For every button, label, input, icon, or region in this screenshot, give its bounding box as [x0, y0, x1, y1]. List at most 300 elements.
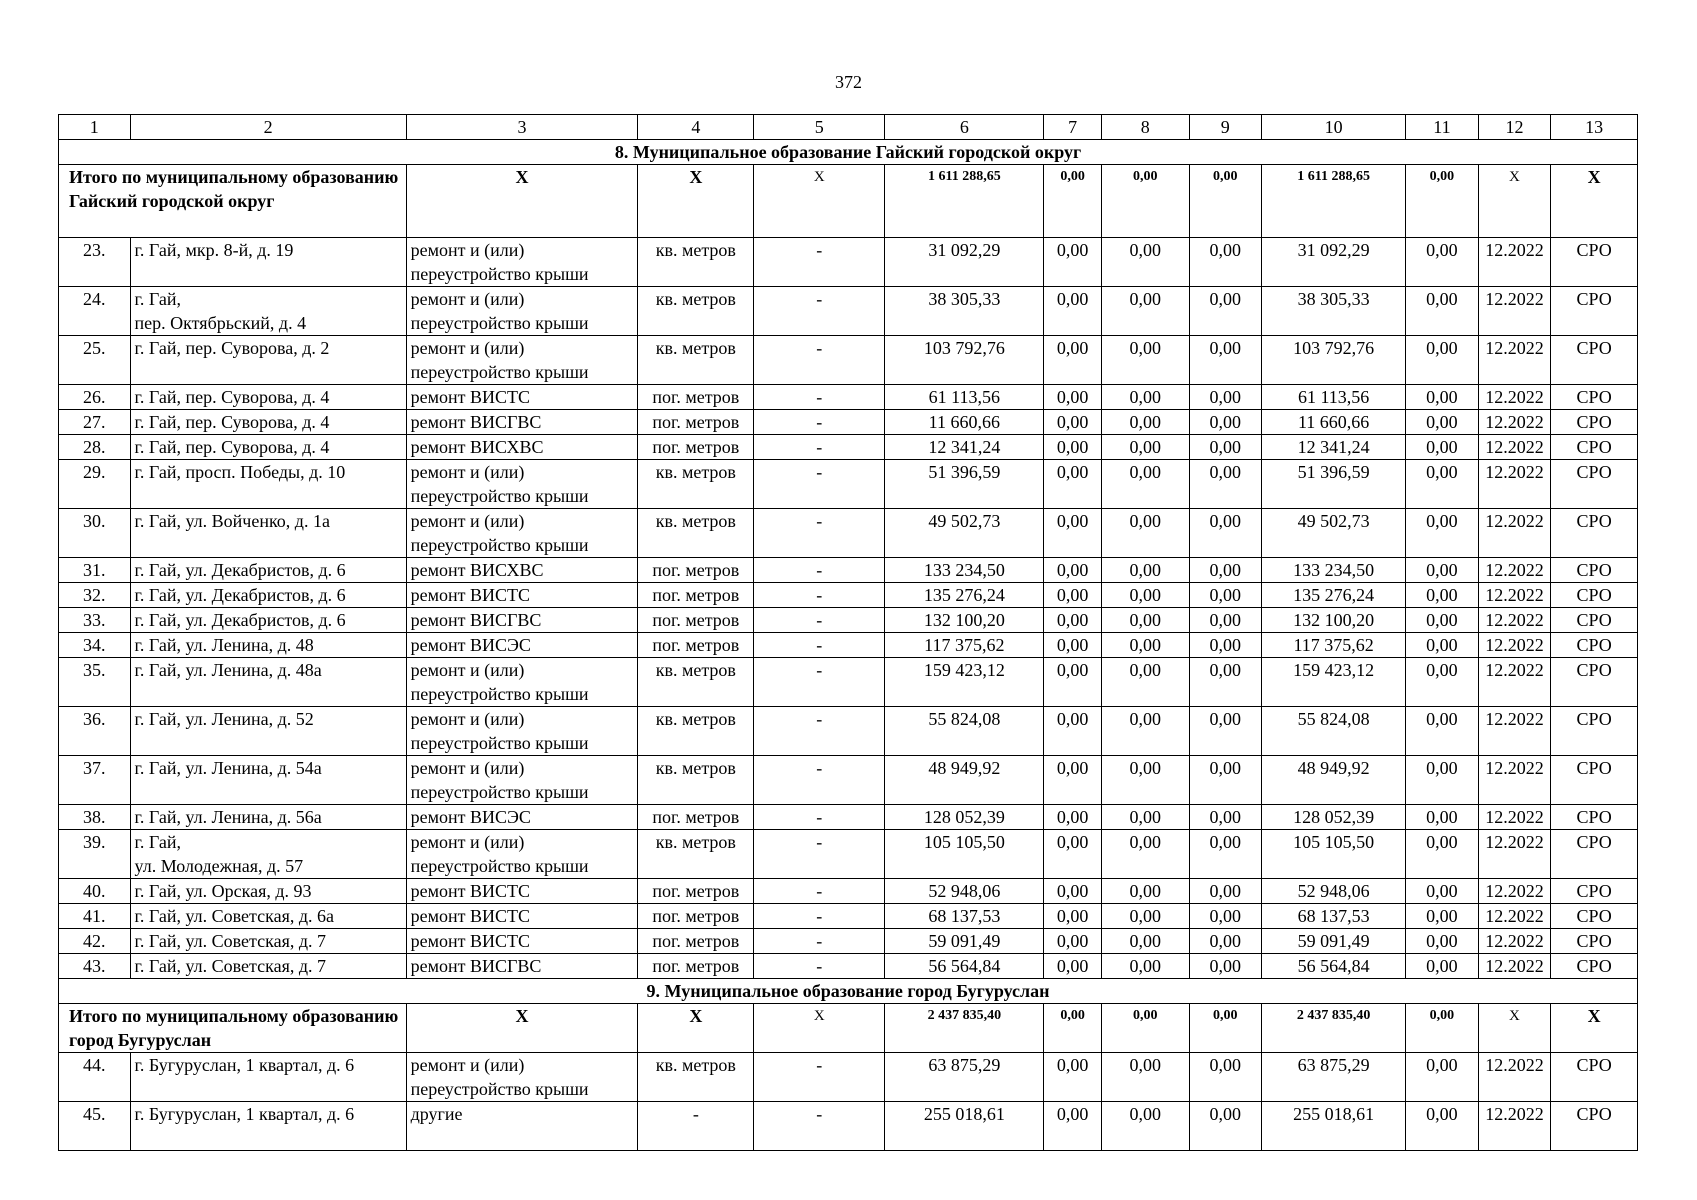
cost-cell: -	[754, 1102, 885, 1151]
total-cost-cell: 132 100,20	[885, 608, 1044, 633]
address-cell: г. Гай, просп. Победы, д. 10	[130, 460, 406, 509]
total-cost-cell: 49 502,73	[885, 509, 1044, 558]
owners-funds-cell: 55 824,08	[1262, 707, 1406, 756]
section-total-row	[59, 165, 1638, 238]
unit-cell: -	[638, 1102, 754, 1151]
other-funds-cell: 0,00	[1406, 1053, 1479, 1102]
owners-funds-cell: 133 234,50	[1262, 558, 1406, 583]
row-number-cell: 41.	[59, 904, 131, 929]
header-cell: 5	[754, 115, 885, 140]
work-type-cell: ремонт ВИСТС	[406, 583, 638, 608]
fund-cell: 0,00	[1189, 805, 1262, 830]
deadline-cell: 12.2022	[1478, 1102, 1551, 1151]
row-number-cell: 23.	[59, 238, 131, 287]
method-cell: СРО	[1551, 509, 1638, 558]
owners-funds-cell: 51 396,59	[1262, 460, 1406, 509]
table-row	[59, 1053, 1638, 1102]
fund-cell: 0,00	[1101, 460, 1189, 509]
work-type-cell: ремонт и (или) переустройство крыши	[406, 336, 638, 385]
total-cell: Х	[406, 165, 638, 238]
fund-cell: 0,00	[1044, 707, 1101, 756]
deadline-cell: 12.2022	[1478, 435, 1551, 460]
owners-funds-cell: 52 948,06	[1262, 879, 1406, 904]
deadline-cell: 12.2022	[1478, 904, 1551, 929]
row-number-cell: 36.	[59, 707, 131, 756]
cost-cell: -	[754, 707, 885, 756]
cost-cell: -	[754, 756, 885, 805]
fund-cell: 0,00	[1189, 460, 1262, 509]
address-cell: г. Гай, ул. Войченко, д. 1а	[130, 509, 406, 558]
total-cost-cell: 11 660,66	[885, 410, 1044, 435]
fund-cell: 0,00	[1189, 435, 1262, 460]
other-funds-cell: 0,00	[1406, 583, 1479, 608]
total-cost-cell: 59 091,49	[885, 929, 1044, 954]
address-cell: г. Гай, пер. Суворова, д. 4	[130, 385, 406, 410]
cost-cell: -	[754, 509, 885, 558]
total-cell: 1 611 288,65	[1262, 165, 1406, 238]
table-row	[59, 385, 1638, 410]
deadline-cell: 12.2022	[1478, 830, 1551, 879]
other-funds-cell: 0,00	[1406, 238, 1479, 287]
work-type-cell: ремонт и (или) переустройство крыши	[406, 830, 638, 879]
table-row	[59, 929, 1638, 954]
fund-cell: 0,00	[1044, 904, 1101, 929]
fund-cell: 0,00	[1189, 929, 1262, 954]
fund-cell: 0,00	[1189, 336, 1262, 385]
table-row	[59, 904, 1638, 929]
other-funds-cell: 0,00	[1406, 879, 1479, 904]
method-cell: СРО	[1551, 608, 1638, 633]
unit-cell: кв. метров	[638, 509, 754, 558]
work-type-cell: ремонт ВИСТС	[406, 385, 638, 410]
fund-cell: 0,00	[1189, 558, 1262, 583]
deadline-cell: 12.2022	[1478, 658, 1551, 707]
total-cost-cell: 135 276,24	[885, 583, 1044, 608]
fund-cell: 0,00	[1189, 410, 1262, 435]
unit-cell: кв. метров	[638, 238, 754, 287]
unit-cell: кв. метров	[638, 707, 754, 756]
cost-cell: -	[754, 385, 885, 410]
row-number-cell: 34.	[59, 633, 131, 658]
deadline-cell: 12.2022	[1478, 608, 1551, 633]
fund-cell: 0,00	[1044, 954, 1101, 979]
deadline-cell: 12.2022	[1478, 954, 1551, 979]
table-row	[59, 658, 1638, 707]
cost-cell: -	[754, 583, 885, 608]
table-row	[59, 238, 1638, 287]
fund-cell: 0,00	[1101, 904, 1189, 929]
unit-cell: пог. метров	[638, 633, 754, 658]
deadline-cell: 12.2022	[1478, 633, 1551, 658]
method-cell: СРО	[1551, 658, 1638, 707]
fund-cell: 0,00	[1101, 756, 1189, 805]
fund-cell: 0,00	[1101, 1053, 1189, 1102]
owners-funds-cell: 48 949,92	[1262, 756, 1406, 805]
work-type-cell: другие	[406, 1102, 638, 1151]
fund-cell: 0,00	[1101, 435, 1189, 460]
work-type-cell: ремонт ВИСХВС	[406, 435, 638, 460]
fund-cell: 0,00	[1101, 287, 1189, 336]
total-cell: 1 611 288,65	[885, 165, 1044, 238]
section-title: 9. Муниципальное образование город Бугуруслан	[59, 979, 1638, 1004]
unit-cell: пог. метров	[638, 805, 754, 830]
other-funds-cell: 0,00	[1406, 410, 1479, 435]
other-funds-cell: 0,00	[1406, 904, 1479, 929]
deadline-cell: 12.2022	[1478, 707, 1551, 756]
table-row	[59, 1102, 1638, 1151]
cost-cell: -	[754, 830, 885, 879]
fund-cell: 0,00	[1044, 879, 1101, 904]
address-cell: г. Гай, пер. Октябрьский, д. 4	[130, 287, 406, 336]
work-type-cell: ремонт и (или) переустройство крыши	[406, 707, 638, 756]
deadline-cell: 12.2022	[1478, 879, 1551, 904]
total-cell: 0,00	[1406, 1004, 1479, 1053]
work-type-cell: ремонт ВИСЭС	[406, 633, 638, 658]
total-cost-cell: 31 092,29	[885, 238, 1044, 287]
deadline-cell: 12.2022	[1478, 460, 1551, 509]
work-type-cell: ремонт и (или) переустройство крыши	[406, 756, 638, 805]
cost-cell: -	[754, 633, 885, 658]
other-funds-cell: 0,00	[1406, 336, 1479, 385]
address-cell: г. Гай, ул. Ленина, д. 54а	[130, 756, 406, 805]
unit-cell: пог. метров	[638, 608, 754, 633]
row-number-cell: 39.	[59, 830, 131, 879]
other-funds-cell: 0,00	[1406, 509, 1479, 558]
method-cell: СРО	[1551, 756, 1638, 805]
table-row	[59, 509, 1638, 558]
fund-cell: 0,00	[1044, 608, 1101, 633]
header-cell: 9	[1189, 115, 1262, 140]
other-funds-cell: 0,00	[1406, 435, 1479, 460]
deadline-cell: 12.2022	[1478, 805, 1551, 830]
address-cell: г. Бугуруслан, 1 квартал, д. 6	[130, 1102, 406, 1151]
header-cell: 2	[130, 115, 406, 140]
table-row	[59, 410, 1638, 435]
fund-cell: 0,00	[1101, 633, 1189, 658]
header-cell: 13	[1551, 115, 1638, 140]
work-type-cell: ремонт и (или) переустройство крыши	[406, 238, 638, 287]
table-row	[59, 633, 1638, 658]
total-cost-cell: 103 792,76	[885, 336, 1044, 385]
table-row	[59, 805, 1638, 830]
unit-cell: пог. метров	[638, 954, 754, 979]
header-cell: 1	[59, 115, 131, 140]
fund-cell: 0,00	[1189, 385, 1262, 410]
total-label: Итого по муниципальному образованию Гайский городской округ	[59, 165, 407, 238]
address-cell: г. Гай, ул. Молодежная, д. 57	[130, 830, 406, 879]
cost-cell: -	[754, 435, 885, 460]
work-type-cell: ремонт ВИСЭС	[406, 805, 638, 830]
deadline-cell: 12.2022	[1478, 336, 1551, 385]
unit-cell: кв. метров	[638, 756, 754, 805]
unit-cell: кв. метров	[638, 460, 754, 509]
address-cell: г. Гай, ул. Советская, д. 7	[130, 954, 406, 979]
total-cell: Х	[638, 1004, 754, 1053]
row-number-cell: 45.	[59, 1102, 131, 1151]
fund-cell: 0,00	[1189, 879, 1262, 904]
section-title-row	[59, 979, 1638, 1004]
total-cost-cell: 128 052,39	[885, 805, 1044, 830]
table-row	[59, 435, 1638, 460]
address-cell: г. Гай, пер. Суворова, д. 2	[130, 336, 406, 385]
section-title-row	[59, 140, 1638, 165]
table-row	[59, 287, 1638, 336]
method-cell: СРО	[1551, 904, 1638, 929]
owners-funds-cell: 135 276,24	[1262, 583, 1406, 608]
fund-cell: 0,00	[1101, 238, 1189, 287]
work-type-cell: ремонт и (или) переустройство крыши	[406, 287, 638, 336]
owners-funds-cell: 12 341,24	[1262, 435, 1406, 460]
total-cell: 2 437 835,40	[1262, 1004, 1406, 1053]
total-cost-cell: 61 113,56	[885, 385, 1044, 410]
fund-cell: 0,00	[1189, 658, 1262, 707]
address-cell: г. Гай, ул. Ленина, д. 48	[130, 633, 406, 658]
owners-funds-cell: 117 375,62	[1262, 633, 1406, 658]
table-row	[59, 756, 1638, 805]
fund-cell: 0,00	[1044, 805, 1101, 830]
address-cell: г. Гай, ул. Ленина, д. 48а	[130, 658, 406, 707]
method-cell: СРО	[1551, 929, 1638, 954]
deadline-cell: 12.2022	[1478, 287, 1551, 336]
row-number-cell: 44.	[59, 1053, 131, 1102]
address-cell: г. Гай, ул. Советская, д. 7	[130, 929, 406, 954]
other-funds-cell: 0,00	[1406, 707, 1479, 756]
unit-cell: кв. метров	[638, 1053, 754, 1102]
table-row	[59, 879, 1638, 904]
other-funds-cell: 0,00	[1406, 954, 1479, 979]
owners-funds-cell: 11 660,66	[1262, 410, 1406, 435]
deadline-cell: 12.2022	[1478, 558, 1551, 583]
owners-funds-cell: 255 018,61	[1262, 1102, 1406, 1151]
fund-cell: 0,00	[1189, 509, 1262, 558]
header-cell: 3	[406, 115, 638, 140]
method-cell: СРО	[1551, 1102, 1638, 1151]
total-cell: 0,00	[1044, 165, 1101, 238]
method-cell: СРО	[1551, 287, 1638, 336]
total-cell: 0,00	[1044, 1004, 1101, 1053]
address-cell: г. Гай, ул. Орская, д. 93	[130, 879, 406, 904]
row-number-cell: 32.	[59, 583, 131, 608]
work-type-cell: ремонт ВИСХВС	[406, 558, 638, 583]
total-cell: Х	[1551, 1004, 1638, 1053]
fund-cell: 0,00	[1044, 287, 1101, 336]
cost-cell: -	[754, 658, 885, 707]
fund-cell: 0,00	[1044, 929, 1101, 954]
row-number-cell: 33.	[59, 608, 131, 633]
table-row	[59, 460, 1638, 509]
section-title: 8. Муниципальное образование Гайский городской округ	[59, 140, 1638, 165]
owners-funds-cell: 59 091,49	[1262, 929, 1406, 954]
fund-cell: 0,00	[1189, 608, 1262, 633]
deadline-cell: 12.2022	[1478, 410, 1551, 435]
fund-cell: 0,00	[1101, 336, 1189, 385]
fund-cell: 0,00	[1044, 238, 1101, 287]
deadline-cell: 12.2022	[1478, 1053, 1551, 1102]
other-funds-cell: 0,00	[1406, 929, 1479, 954]
fund-cell: 0,00	[1044, 658, 1101, 707]
unit-cell: пог. метров	[638, 904, 754, 929]
unit-cell: пог. метров	[638, 583, 754, 608]
address-cell: г. Бугуруслан, 1 квартал, д. 6	[130, 1053, 406, 1102]
method-cell: СРО	[1551, 460, 1638, 509]
row-number-cell: 30.	[59, 509, 131, 558]
row-number-cell: 29.	[59, 460, 131, 509]
table-row	[59, 608, 1638, 633]
work-type-cell: ремонт и (или) переустройство крыши	[406, 658, 638, 707]
table-row	[59, 954, 1638, 979]
total-cost-cell: 68 137,53	[885, 904, 1044, 929]
total-label: Итого по муниципальному образованию город Бугуруслан	[59, 1004, 407, 1053]
total-cost-cell: 159 423,12	[885, 658, 1044, 707]
total-cell: Х	[406, 1004, 638, 1053]
cost-cell: -	[754, 287, 885, 336]
fund-cell: 0,00	[1044, 460, 1101, 509]
total-cell: 2 437 835,40	[885, 1004, 1044, 1053]
fund-cell: 0,00	[1044, 558, 1101, 583]
other-funds-cell: 0,00	[1406, 805, 1479, 830]
fund-cell: 0,00	[1044, 385, 1101, 410]
fund-cell: 0,00	[1189, 287, 1262, 336]
work-type-cell: ремонт ВИСТС	[406, 879, 638, 904]
other-funds-cell: 0,00	[1406, 608, 1479, 633]
total-cell: 0,00	[1406, 165, 1479, 238]
fund-cell: 0,00	[1189, 633, 1262, 658]
page-number: 372	[835, 72, 862, 92]
address-cell: г. Гай, мкр. 8-й, д. 19	[130, 238, 406, 287]
fund-cell: 0,00	[1189, 1102, 1262, 1151]
total-cost-cell: 117 375,62	[885, 633, 1044, 658]
other-funds-cell: 0,00	[1406, 756, 1479, 805]
fund-cell: 0,00	[1101, 509, 1189, 558]
cost-cell: -	[754, 954, 885, 979]
deadline-cell: 12.2022	[1478, 756, 1551, 805]
total-cell: 0,00	[1189, 165, 1262, 238]
total-cost-cell: 52 948,06	[885, 879, 1044, 904]
address-cell: г. Гай, ул. Советская, д. 6а	[130, 904, 406, 929]
cost-cell: -	[754, 904, 885, 929]
unit-cell: пог. метров	[638, 435, 754, 460]
fund-cell: 0,00	[1101, 954, 1189, 979]
method-cell: СРО	[1551, 336, 1638, 385]
address-cell: г. Гай, ул. Ленина, д. 52	[130, 707, 406, 756]
owners-funds-cell: 132 100,20	[1262, 608, 1406, 633]
fund-cell: 0,00	[1189, 756, 1262, 805]
total-cell: 0,00	[1101, 1004, 1189, 1053]
table-row	[59, 830, 1638, 879]
cost-cell: -	[754, 879, 885, 904]
fund-cell: 0,00	[1044, 435, 1101, 460]
fund-cell: 0,00	[1101, 879, 1189, 904]
owners-funds-cell: 105 105,50	[1262, 830, 1406, 879]
deadline-cell: 12.2022	[1478, 385, 1551, 410]
unit-cell: пог. метров	[638, 879, 754, 904]
method-cell: СРО	[1551, 707, 1638, 756]
fund-cell: 0,00	[1101, 929, 1189, 954]
deadline-cell: 12.2022	[1478, 509, 1551, 558]
cost-cell: -	[754, 805, 885, 830]
method-cell: СРО	[1551, 830, 1638, 879]
row-number-cell: 24.	[59, 287, 131, 336]
fund-cell: 0,00	[1101, 658, 1189, 707]
work-type-cell: ремонт ВИСГВС	[406, 954, 638, 979]
other-funds-cell: 0,00	[1406, 287, 1479, 336]
other-funds-cell: 0,00	[1406, 830, 1479, 879]
total-cost-cell: 12 341,24	[885, 435, 1044, 460]
unit-cell: кв. метров	[638, 336, 754, 385]
header-cell: 7	[1044, 115, 1101, 140]
cost-cell: -	[754, 460, 885, 509]
owners-funds-cell: 63 875,29	[1262, 1053, 1406, 1102]
deadline-cell: 12.2022	[1478, 929, 1551, 954]
unit-cell: пог. метров	[638, 385, 754, 410]
owners-funds-cell: 56 564,84	[1262, 954, 1406, 979]
total-cell: 0,00	[1101, 165, 1189, 238]
fund-cell: 0,00	[1189, 904, 1262, 929]
method-cell: СРО	[1551, 633, 1638, 658]
total-cost-cell: 51 396,59	[885, 460, 1044, 509]
fund-cell: 0,00	[1189, 707, 1262, 756]
method-cell: СРО	[1551, 435, 1638, 460]
header-cell: 11	[1406, 115, 1479, 140]
other-funds-cell: 0,00	[1406, 658, 1479, 707]
total-cell: 0,00	[1189, 1004, 1262, 1053]
owners-funds-cell: 31 092,29	[1262, 238, 1406, 287]
fund-cell: 0,00	[1189, 830, 1262, 879]
deadline-cell: 12.2022	[1478, 583, 1551, 608]
row-number-cell: 28.	[59, 435, 131, 460]
header-cell: 8	[1101, 115, 1189, 140]
fund-cell: 0,00	[1044, 336, 1101, 385]
work-type-cell: ремонт ВИСТС	[406, 929, 638, 954]
total-cost-cell: 133 234,50	[885, 558, 1044, 583]
fund-cell: 0,00	[1189, 1053, 1262, 1102]
method-cell: СРО	[1551, 954, 1638, 979]
total-cell: Х	[638, 165, 754, 238]
cost-cell: -	[754, 336, 885, 385]
deadline-cell: 12.2022	[1478, 238, 1551, 287]
other-funds-cell: 0,00	[1406, 1102, 1479, 1151]
cost-cell: -	[754, 558, 885, 583]
total-cost-cell: 48 949,92	[885, 756, 1044, 805]
method-cell: СРО	[1551, 583, 1638, 608]
program-table	[58, 114, 1638, 1151]
total-cell: Х	[754, 165, 885, 238]
unit-cell: пог. метров	[638, 410, 754, 435]
fund-cell: 0,00	[1101, 608, 1189, 633]
owners-funds-cell: 38 305,33	[1262, 287, 1406, 336]
row-number-cell: 40.	[59, 879, 131, 904]
owners-funds-cell: 128 052,39	[1262, 805, 1406, 830]
fund-cell: 0,00	[1044, 756, 1101, 805]
total-cost-cell: 38 305,33	[885, 287, 1044, 336]
fund-cell: 0,00	[1044, 1102, 1101, 1151]
method-cell: СРО	[1551, 805, 1638, 830]
fund-cell: 0,00	[1101, 558, 1189, 583]
fund-cell: 0,00	[1101, 1102, 1189, 1151]
fund-cell: 0,00	[1101, 583, 1189, 608]
row-number-cell: 31.	[59, 558, 131, 583]
row-number-cell: 37.	[59, 756, 131, 805]
fund-cell: 0,00	[1044, 509, 1101, 558]
table-row	[59, 707, 1638, 756]
method-cell: СРО	[1551, 385, 1638, 410]
address-cell: г. Гай, пер. Суворова, д. 4	[130, 435, 406, 460]
fund-cell: 0,00	[1101, 830, 1189, 879]
row-number-cell: 42.	[59, 929, 131, 954]
unit-cell: кв. метров	[638, 658, 754, 707]
row-number-cell: 38.	[59, 805, 131, 830]
fund-cell: 0,00	[1044, 830, 1101, 879]
